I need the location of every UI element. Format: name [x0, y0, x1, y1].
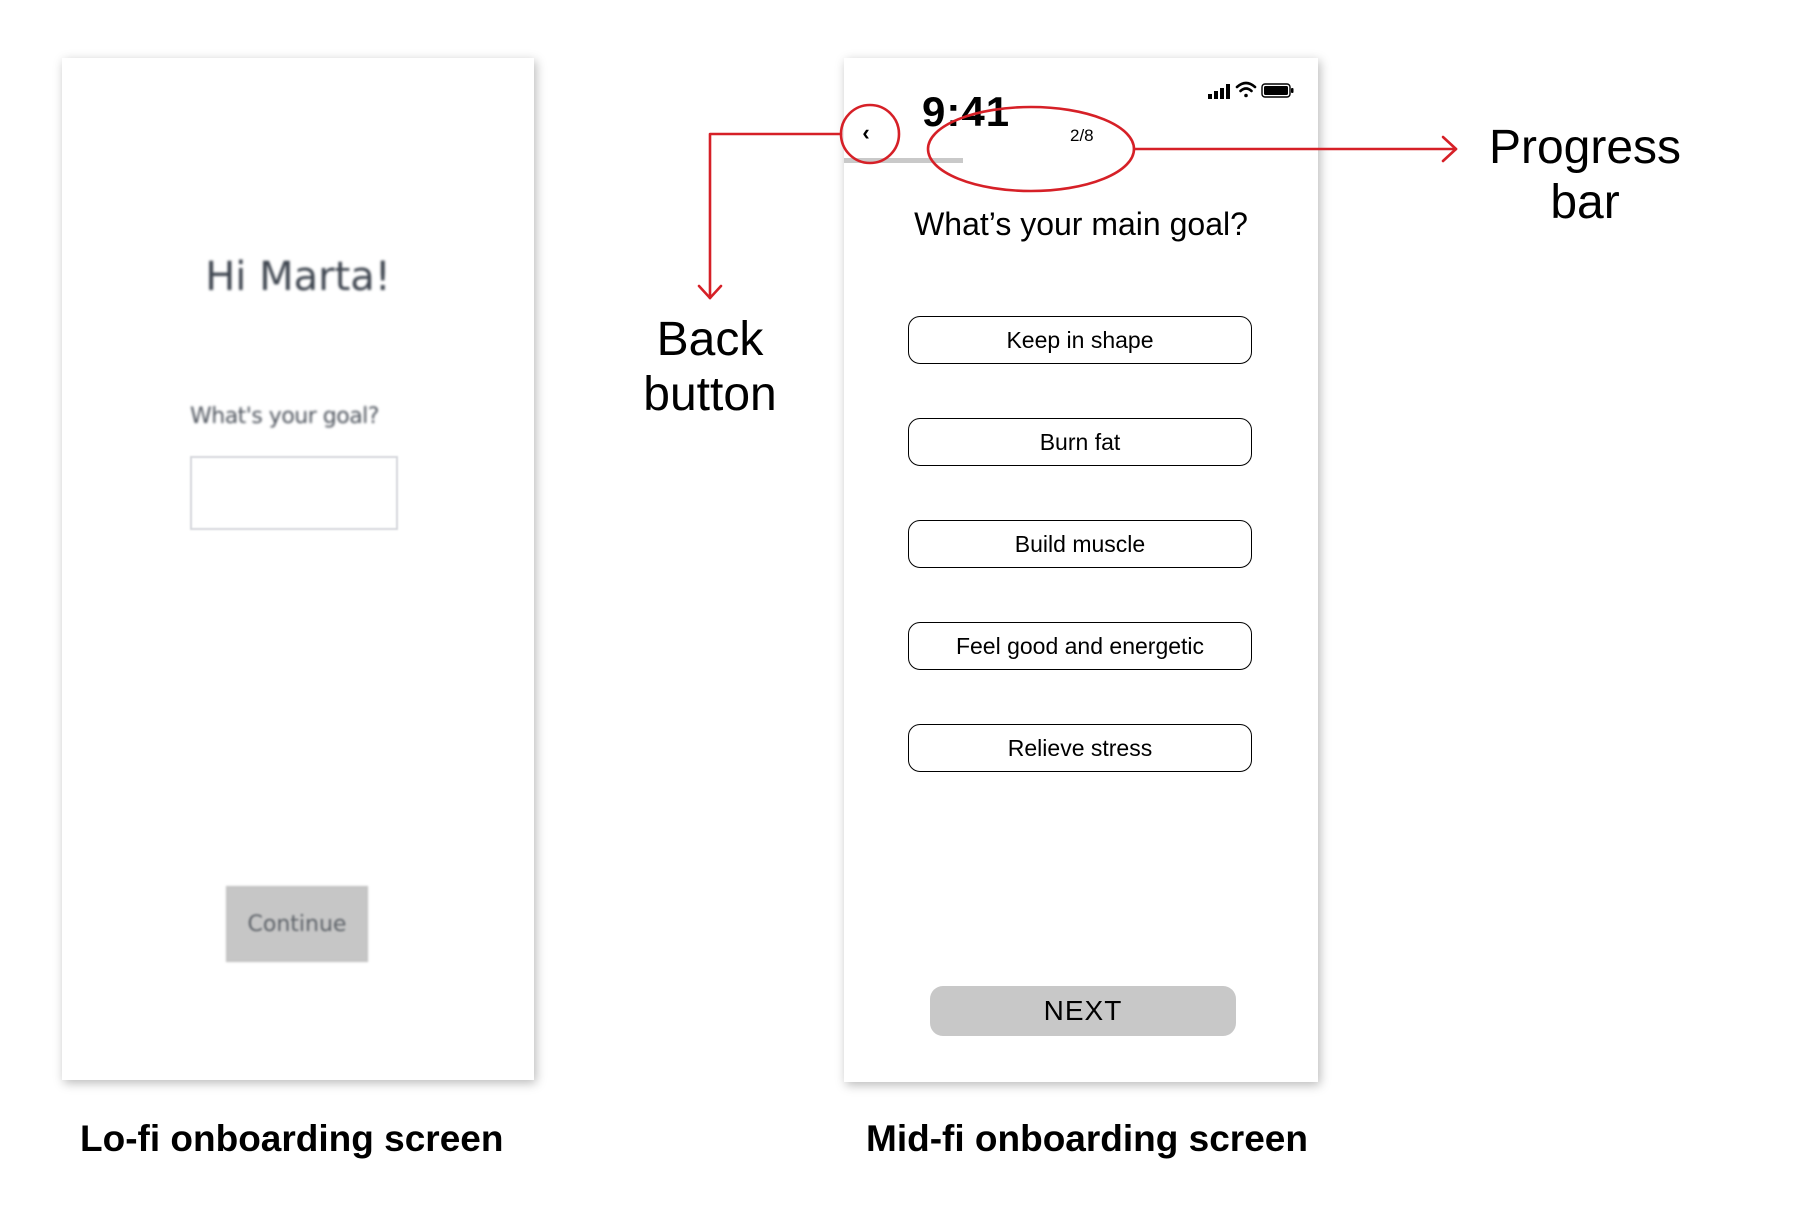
annotation-back-line2: button [643, 368, 777, 421]
annotation-progress-line1: Progress [1488, 121, 1682, 174]
annotation-back-button-label [630, 312, 790, 422]
option-feel-good[interactable]: Feel good and energetic [908, 622, 1252, 670]
lofi-continue-button[interactable]: Continue [226, 886, 368, 962]
goal-question: What’s your main goal? [914, 206, 1248, 242]
lofi-goal-input[interactable] [190, 456, 398, 530]
lofi-goal-label: What's your goal? [190, 404, 379, 429]
next-button[interactable]: NEXT [930, 986, 1236, 1036]
lofi-greeting: Hi Marta! [205, 254, 391, 300]
back-button[interactable] [856, 120, 876, 146]
annotation-progress-line2: bar [1550, 176, 1620, 229]
back-button-callout-line [710, 134, 841, 298]
annotation-progress-bar-label [1480, 120, 1690, 230]
chevron-left-icon: ‹ [862, 120, 870, 145]
midfi-caption: Mid-fi onboarding screen [866, 1118, 1308, 1159]
signal-icon [1208, 84, 1230, 99]
status-time: 9:41 [922, 88, 1011, 135]
status-icons [1208, 78, 1298, 102]
battery-icon [1262, 84, 1294, 97]
option-relieve-stress[interactable]: Relieve stress [908, 724, 1252, 772]
back-button-callout-arrowhead [699, 286, 721, 298]
option-build-muscle[interactable]: Build muscle [908, 520, 1252, 568]
option-burn-fat[interactable]: Burn fat [908, 418, 1252, 466]
lofi-caption: Lo-fi onboarding screen [80, 1118, 504, 1159]
annotation-back-line1: Back [656, 313, 764, 366]
progress-callout-arrowhead [1443, 137, 1456, 161]
option-keep-in-shape[interactable]: Keep in shape [908, 316, 1252, 364]
progress-bar-fill [844, 158, 963, 163]
lofi-onboarding-screen [62, 58, 534, 1080]
wifi-icon [1237, 83, 1255, 97]
midfi-onboarding-screen [844, 58, 1318, 1082]
progress-text: 2/8 [1070, 126, 1094, 145]
